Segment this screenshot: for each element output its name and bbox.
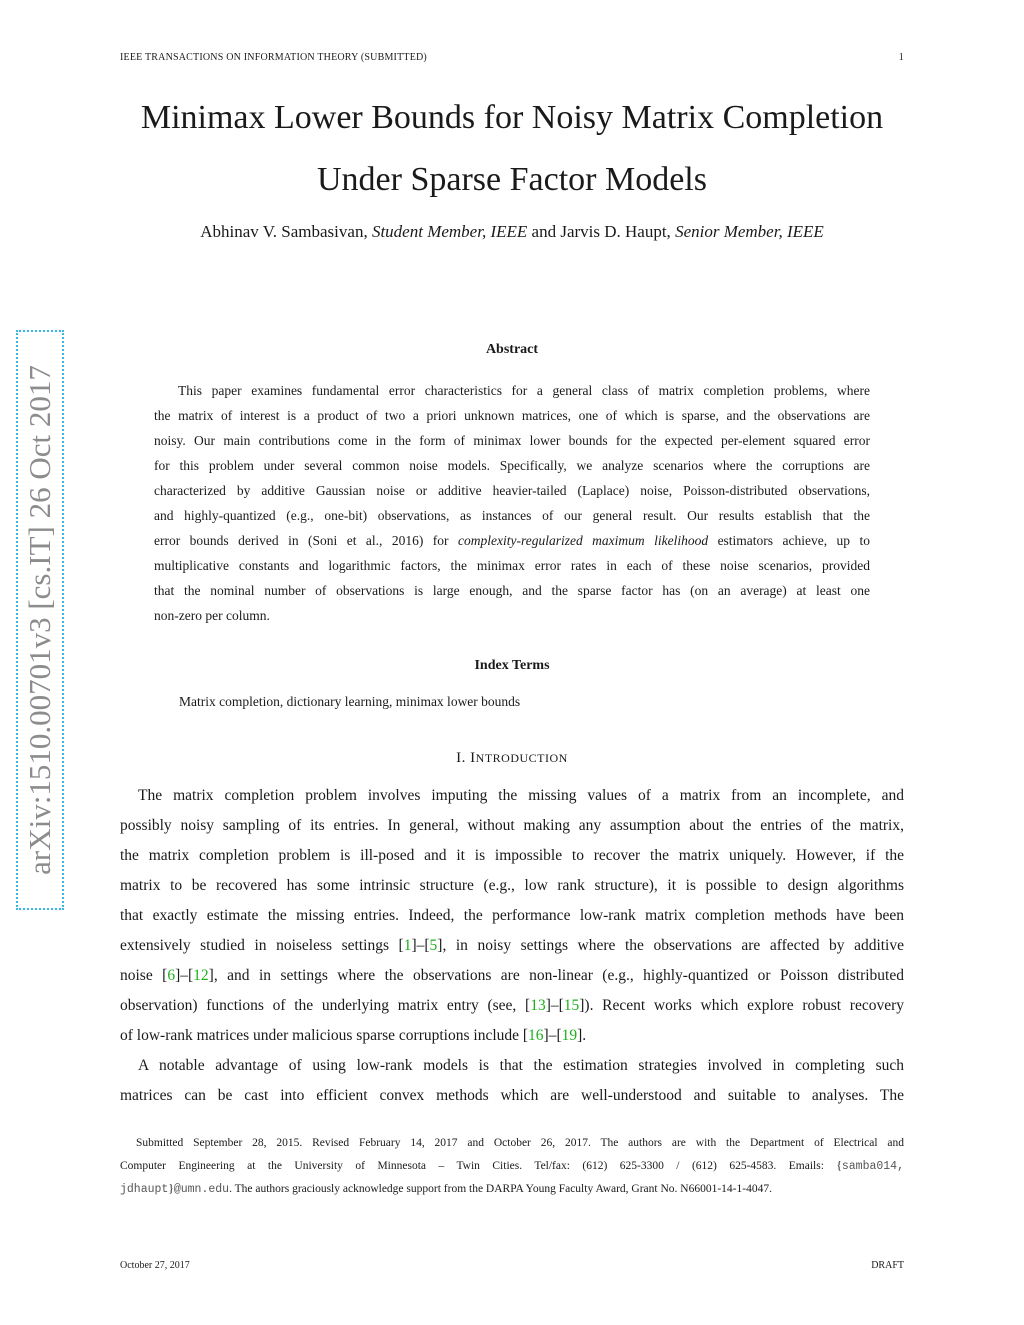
body-line: [120, 991, 904, 1021]
body-line: that exactly estimate the missing entries. Indeed, the performance low-rank matrix completion methods have been: [120, 907, 904, 924]
footer-date: October 27, 2017: [120, 1260, 190, 1271]
intro-paragraph-1: [120, 781, 904, 1051]
section-numeral: I.: [456, 750, 466, 766]
author-1: Abhinav V. Sambasivan,: [200, 222, 368, 241]
author-2: Jarvis D. Haupt,: [560, 222, 671, 241]
abstract-text: error bounds derived in (Soni et al., 2016) for: [154, 533, 449, 548]
index-terms-heading: Index Terms: [474, 658, 550, 673]
citation-link[interactable]: 13: [530, 997, 546, 1014]
body-text: ]–[: [411, 937, 430, 954]
footnote-line: Submitted September 28, 2015. Revised February 14, 2017 and October 26, 2017. The authors are with the Department of Electrical and: [136, 1137, 904, 1149]
citation-link[interactable]: 16: [528, 1027, 544, 1044]
author-list: [60, 222, 964, 242]
email-domain: @umn.edu: [173, 1183, 230, 1196]
body-text: observation) functions of the underlying matrix entry (see, [: [120, 997, 531, 1014]
abstract-line: multiplicative constants and logarithmic factors, the minimax error rates in each of these noise scenarios, provided: [154, 558, 870, 573]
footnote-line: [120, 1178, 904, 1201]
intro-paragraph-2: [120, 1051, 904, 1111]
introduction-heading: [0, 750, 1024, 767]
paper-title-line-1: Minimax Lower Bounds for Noisy Matrix Completion: [140, 99, 884, 136]
citation-link[interactable]: 6: [167, 967, 176, 984]
page-footer: [120, 1260, 904, 1274]
section-title-rest: NTRODUCTION: [475, 751, 568, 765]
index-terms-text: Matrix completion, dictionary learning, minimax lower bounds: [179, 694, 521, 709]
abstract-text: estimators achieve, up to: [717, 533, 870, 548]
body-text: noise [: [120, 967, 168, 984]
email-address[interactable]: jdhaupt: [120, 1183, 169, 1196]
citation-link[interactable]: 5: [429, 937, 438, 954]
body-line: matrix to be recovered has some intrinsic structure (e.g., low rank structure), it is possible to design algorithms: [120, 877, 904, 894]
footnote-line: [120, 1155, 904, 1178]
author-2-role: Senior Member, IEEE: [675, 222, 824, 241]
body-line: A notable advantage of using low-rank models is that the estimation strategies involved in completing such: [138, 1057, 904, 1074]
footnote-text: }: [168, 1183, 174, 1195]
section-initial: I: [470, 750, 476, 766]
author-conjunction: and: [531, 222, 557, 241]
body-text: ]–[: [545, 997, 564, 1014]
citation-link[interactable]: 15: [563, 997, 580, 1014]
body-text: of low-rank matrices under malicious sparse corruptions include [: [120, 1027, 529, 1044]
abstract-line: This paper examines fundamental error characteristics for a general class of matrix completion problems, where: [178, 383, 870, 398]
body-text: ].: [577, 1027, 587, 1044]
abstract-heading: Abstract: [485, 342, 539, 357]
body-line: matrices can be cast into efficient convex methods which are well-understood and suitable to analyses. The: [120, 1087, 904, 1104]
abstract-line: characterized by additive Gaussian noise or additive heavier-tailed (Laplace) noise, Poisson-distributed observations,: [154, 483, 870, 498]
email-address[interactable]: samba014,: [841, 1160, 904, 1173]
abstract-line: for this problem under several common noise models. Specifically, we analyze scenarios where the corruptions are: [154, 458, 870, 473]
abstract-line: [154, 528, 870, 553]
abstract-line: the matrix of interest is a product of two a priori unknown matrices, one of which is sparse, and the observations are: [154, 408, 870, 423]
abstract-line: non-zero per column.: [154, 608, 270, 623]
body-line: [120, 1021, 904, 1051]
page-number: 1: [898, 52, 904, 63]
abstract-line: noisy. Our main contributions come in the form of minimax lower bounds for the expected per-element squared error: [154, 433, 870, 448]
citation-link[interactable]: 1: [403, 937, 412, 954]
body-line: [120, 961, 904, 991]
body-text: ]–[: [175, 967, 194, 984]
body-line: the matrix completion problem is ill-posed and it is impossible to recover the matrix uniquely. However, if the: [120, 847, 904, 864]
citation-link[interactable]: 12: [193, 967, 209, 984]
abstract-body: [154, 378, 870, 628]
footnote-text: . The authors graciously acknowledge support from the DARPA Young Faculty Award, Grant No. N66001-14-1-4047.: [229, 1183, 772, 1195]
abstract-emphasis: complexity-regularized maximum likelihood: [458, 533, 709, 548]
body-text: ]–[: [543, 1027, 562, 1044]
paper-title-line-2: Under Sparse Factor Models: [317, 161, 707, 198]
body-text: ], in noisy settings where the observations are affected by additive: [437, 937, 904, 954]
running-header: [120, 52, 904, 66]
abstract-line: that the nominal number of observations is large enough, and the sparse factor has (on an average) at least one: [154, 583, 870, 598]
footer-status: DRAFT: [871, 1260, 904, 1271]
body-line: possibly noisy sampling of its entries. In general, without making any assumption about the entries of the matrix,: [120, 817, 904, 834]
body-line: [120, 931, 904, 961]
abstract-line: and highly-quantized (e.g., one-bit) observations, as instances of our general result. Our results establish that the: [154, 508, 870, 523]
footnote-text: Computer Engineering at the University of Minnesota – Twin Cities. Tel/fax: (612) 625-3300 / (612) 625-4583. Emails: {: [120, 1160, 842, 1172]
footnote: [120, 1132, 904, 1201]
body-line: The matrix completion problem involves imputing the missing values of a matrix from an incomplete, and: [138, 787, 904, 804]
author-1-role: Student Member, IEEE: [371, 222, 528, 241]
journal-name: IEEE TRANSACTIONS ON INFORMATION THEORY (SUBMITTED): [120, 52, 427, 63]
body-text: ], and in settings where the observations are non-linear (e.g., highly-quantized or Poisson distributed: [208, 967, 904, 984]
body-text: ]). Recent works which explore robust recovery: [579, 997, 904, 1014]
body-text: extensively studied in noiseless settings [: [120, 937, 404, 954]
citation-link[interactable]: 19: [561, 1027, 578, 1044]
arxiv-stamp[interactable]: arXiv:1510.00701v3 [cs.IT] 26 Oct 2017: [22, 365, 57, 875]
